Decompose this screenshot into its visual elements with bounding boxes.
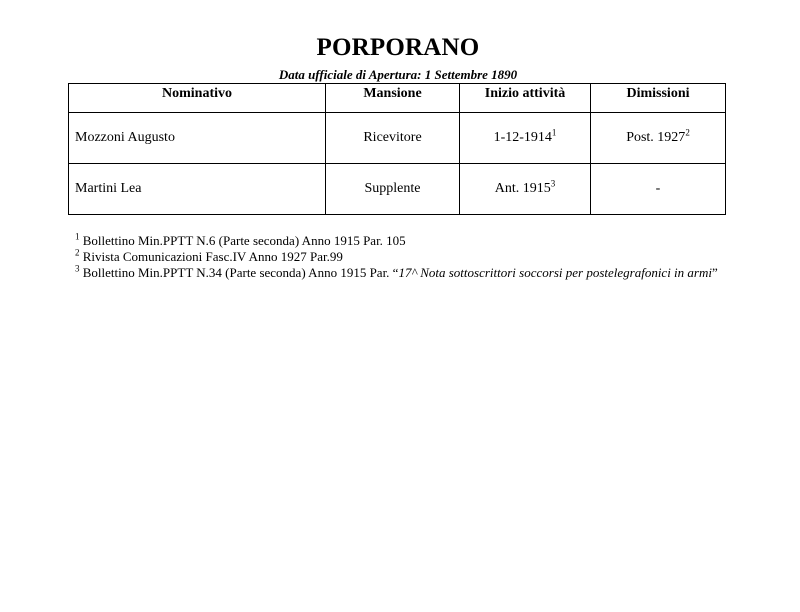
footnote-number: 1 bbox=[75, 231, 80, 242]
page-subtitle: Data ufficiale di Apertura: 1 Settembre 1890 bbox=[278, 67, 518, 82]
cell-text: - bbox=[655, 181, 661, 196]
cell-text: Supplente bbox=[364, 181, 421, 196]
staff-table bbox=[68, 83, 726, 215]
cell-text: 1-12-1914 bbox=[493, 130, 552, 145]
table-row bbox=[69, 113, 726, 164]
column-header-nominativo: Nominativo bbox=[69, 84, 326, 113]
column-header-mansione: Mansione bbox=[326, 84, 460, 113]
footnote-ref: 1 bbox=[551, 127, 557, 138]
cell-text: Post. 1927 bbox=[626, 130, 686, 145]
cell-mansione bbox=[326, 113, 460, 164]
table-header-row bbox=[69, 84, 726, 113]
cell-inizio bbox=[460, 164, 591, 215]
footnote-ref: 2 bbox=[685, 127, 690, 138]
footnote bbox=[75, 249, 725, 265]
column-header-dimissioni: Dimissioni bbox=[591, 84, 726, 113]
cell-text: Martini Lea bbox=[75, 181, 142, 196]
table-row bbox=[69, 164, 726, 215]
footnote-text: Bollettino Min.PPTT N.34 (Parte seconda) Anno 1915 Par. “ bbox=[79, 265, 399, 280]
cell-text: Ant. 1915 bbox=[494, 181, 551, 196]
footnote bbox=[75, 265, 725, 281]
page-title: PORPORANO bbox=[316, 34, 480, 61]
cell-nominativo bbox=[69, 164, 326, 215]
cell-inizio bbox=[460, 113, 591, 164]
cell-dimissioni bbox=[591, 164, 726, 215]
cell-dimissioni bbox=[591, 113, 726, 164]
cell-nominativo bbox=[69, 113, 326, 164]
footnotes bbox=[75, 233, 725, 281]
column-header-inizio: Inizio attività bbox=[460, 84, 591, 113]
footnote-number: 3 bbox=[75, 263, 80, 274]
footnote-text: Rivista Comunicazioni Fasc.IV Anno 1927 Par.99 bbox=[79, 249, 343, 264]
footnote-closing-quote: ” bbox=[711, 265, 718, 280]
cell-text: Mozzoni Augusto bbox=[75, 130, 175, 145]
footnote-ref: 3 bbox=[550, 178, 556, 189]
footnote-number: 2 bbox=[75, 247, 80, 258]
cell-text: Ricevitore bbox=[363, 130, 422, 145]
footnote-text: Bollettino Min.PPTT N.6 (Parte seconda) Anno 1915 Par. 105 bbox=[79, 233, 406, 248]
footnote bbox=[75, 233, 725, 249]
cell-mansione bbox=[326, 164, 460, 215]
footnote-italic-text: 17^ Nota sottoscrittori soccorsi per postelegrafonici in armi bbox=[398, 265, 712, 280]
